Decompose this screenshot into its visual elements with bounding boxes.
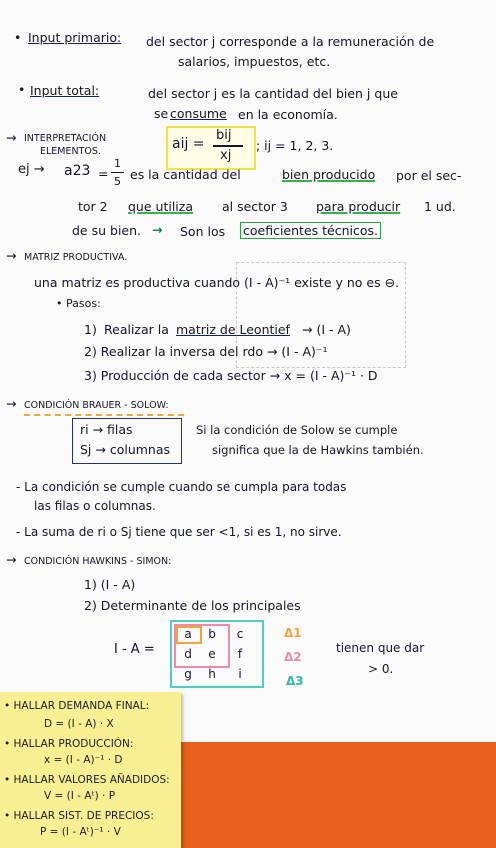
matriz-productiva-title: MATRIZ PRODUCTIVA. [24,252,128,263]
example-line2-e: 1 ud. [424,199,456,214]
arrow-icon: → [6,552,17,567]
formula-lhs: aij = [172,136,205,152]
example-frac-num: 1 [114,157,121,170]
sticky-heading-2: • HALLAR PRODUCCIÓN: [4,738,134,750]
condition-line-2: - La suma de ri o Sj tiene que ser <1, si es 1, no sirve. [16,525,342,539]
formula-denominator: xj [220,148,232,163]
sticky-formula-1: D = (I - A) · X [44,718,114,730]
matrix-cell: a [184,627,192,641]
example-line3-a: de su bien. [72,223,142,238]
sticky-formula-3: V = (I - Aᵗ) · P [44,790,116,802]
coeficientes-tecnicos-label: coeficientes técnicos. [240,222,381,239]
paso-2: 2) Realizar la inversa del rdo → (I - A)⁻¹ [84,344,328,359]
matrix-cell: g [184,667,192,681]
paso-1-c: → (I - A) [302,322,351,337]
sticky-formula-2: x = (I - A)⁻¹ · D [44,754,123,766]
matrix-lhs: I - A = [114,642,155,657]
matrix-cell: b [208,627,216,641]
brauer-note-1: Si la condición de Solow se cumple [196,423,398,437]
example-equals: = [98,166,109,181]
input-primario-text-cont: salarios, impuestos, etc. [178,54,331,69]
example-line2-a: tor 2 [78,199,108,214]
delta-3: Δ3 [286,674,304,688]
input-primario-heading: Input primario: [28,30,122,45]
example-prefix: ej → [18,162,45,177]
matrix-note-1: tienen que dar [336,641,425,655]
input-total-cont-c: en la economía. [238,107,338,122]
example-line2-c: al sector 3 [222,199,288,214]
matrix-cell: c [236,627,244,641]
example-line3-b: Son los [180,224,226,239]
example-text-1: es la cantidad del [130,167,241,182]
matrix-cell: i [238,667,242,681]
brauer-solow-title: CONDICIÓN BRAUER - SOLOW: [24,400,169,411]
sticky-formula-4: P = (I - Aᵗ)⁻¹ · V [40,826,121,838]
sticky-heading-3: • HALLAR VALORES AÑADIDOS: [4,774,170,786]
matrix-cell: f [237,647,243,661]
example-frac-den: 5 [114,175,121,188]
example-text-2: por el sec- [396,168,462,183]
example-para-producir: para producir [316,199,401,214]
hawkins-step-2: 2) Determinante de los principales [84,598,301,613]
matrix-note-2: > 0. [368,662,394,676]
green-arrow-icon: → [152,222,163,237]
input-primario-text: del sector j corresponde a la remuneración de [146,34,435,49]
interp-title-2: ELEMENTOS. [40,146,101,157]
arrow-icon: → [6,396,17,411]
arrow-icon: → [6,248,17,263]
condition-line-1b: las filas o columnas. [34,499,156,513]
matriz-productiva-def: una matriz es productiva cuando (I - A)⁻¹ existe y no es ⊖. [34,275,400,290]
fraction-bar [213,145,243,147]
input-total-heading: Input total: [30,83,100,98]
formula-numerator: bij [216,128,232,143]
matrix-cell: d [184,647,192,661]
bullet: • [18,82,26,97]
paso-1-a: Realizar la [104,322,169,337]
matrix-cell: e [208,647,216,661]
sticky-heading-4: • HALLAR SIST. DE PRECIOS: [4,810,154,822]
delta-2: Δ2 [284,650,302,664]
input-total-text: del sector j es la cantidad del bien j que [148,86,398,101]
orange-underline [24,410,184,416]
input-total-cont-a: se [154,106,169,121]
condition-line-1a: - La condición se cumple cuando se cumpla para todas [16,480,347,494]
paso-1-leontief: matriz de Leontief [176,322,290,337]
matrix-cell: h [208,667,216,681]
fraction-bar [111,172,124,173]
brauer-note-2: significa que la de Hawkins también. [212,443,424,457]
formula-range: ; ij = 1, 2, 3. [256,138,334,153]
sticky-heading-1: • HALLAR DEMANDA FINAL: [4,700,150,712]
paso-1-num: 1) [84,322,97,337]
sj-columnas: Sj → columnas [80,442,171,457]
hawkins-step-1: 1) (I - A) [84,577,136,592]
delta-1: Δ1 [284,626,302,640]
input-total-consume: consume [170,106,227,121]
ri-filas: ri → filas [80,422,133,437]
example-bien-producido: bien producido [282,167,376,182]
sticky-note [0,692,181,848]
example-a23: a23 [64,163,91,179]
arrow-icon: → [6,130,17,145]
hawkins-simon-title: CONDICIÓN HAWKINS - SIMON: [24,556,172,567]
interp-title: INTERPRETACIÓN [24,133,107,144]
paso-3: 3) Producción de cada sector → x = (I - A)⁻¹ · D [84,368,378,383]
bullet: • [14,30,22,45]
pasos-label: • Pasos: [56,297,101,310]
example-que-utiliza: que utiliza [128,199,193,214]
